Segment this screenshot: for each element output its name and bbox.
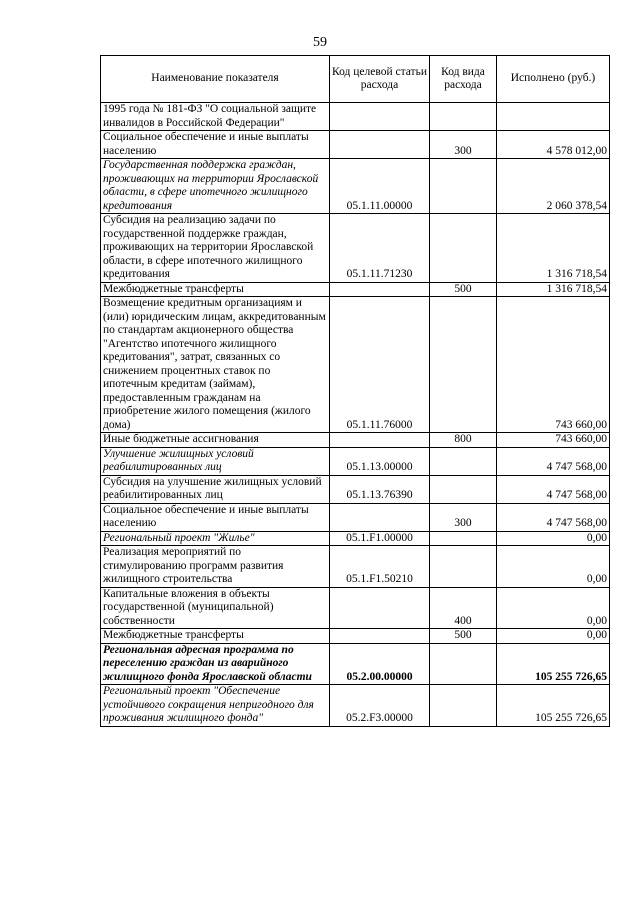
row-expense-type-cell: 400 — [430, 587, 497, 629]
row-target-code-cell: 05.1.F1.00000 — [330, 531, 430, 546]
table-row — [101, 297, 610, 433]
row-target-code-cell: 05.1.11.00000 — [330, 159, 430, 214]
row-expense-type-cell — [430, 531, 497, 546]
row-name-cell: Возмещение кредитным организациям и (или) юридическим лицам, аккредитованным по стандартам акционерного общества "Агентство ипотечного жилищного кредитования", затрат, связанных со снижением процентных ставок по ипотечным кредитам (займам), предоставленным гражданам на приобретение жилого помещения (жилого дома) — [101, 297, 330, 433]
table-row — [101, 447, 610, 475]
row-name-cell: Субсидия на улучшение жилищных условий реабилитированных лиц — [101, 475, 330, 503]
row-name-cell: Государственная поддержка граждан, проживающих на территории Ярославской области, в сфере ипотечного жилищного кредитования — [101, 159, 330, 214]
row-name-cell: Региональная адресная программа по переселению граждан из аварийного жилищного фонда Ярославской области — [101, 643, 330, 685]
row-executed-amount-cell: 4 578 012,00 — [497, 131, 610, 159]
row-expense-type-cell — [430, 685, 497, 727]
row-executed-amount-cell — [497, 103, 610, 131]
page-number: 59 — [313, 35, 327, 50]
table-row — [101, 131, 610, 159]
row-executed-amount-cell: 0,00 — [497, 587, 610, 629]
table-row — [101, 503, 610, 531]
row-name-cell: Улучшение жилищных условий реабилитированных лиц — [101, 447, 330, 475]
row-name-cell: Региональный проект "Обеспечение устойчивого сокращения непригодного для проживания жилищного фонда" — [101, 685, 330, 727]
column-header-target-code: Код целевой статьи расхода — [330, 56, 430, 103]
row-expense-type-cell — [430, 475, 497, 503]
table-row — [101, 629, 610, 644]
row-target-code-cell — [330, 103, 430, 131]
table-row — [101, 531, 610, 546]
table-header-row — [101, 56, 610, 103]
row-name-cell: Межбюджетные трансферты — [101, 282, 330, 297]
row-expense-type-cell — [430, 643, 497, 685]
row-executed-amount-cell: 743 660,00 — [497, 297, 610, 433]
row-target-code-cell — [330, 629, 430, 644]
row-name-cell: Реализация мероприятий по стимулированию программ развития жилищного строительства — [101, 546, 330, 588]
row-target-code-cell — [330, 282, 430, 297]
row-executed-amount-cell: 1 316 718,54 — [497, 214, 610, 283]
row-executed-amount-cell: 4 747 568,00 — [497, 475, 610, 503]
row-target-code-cell: 05.1.11.76000 — [330, 297, 430, 433]
row-expense-type-cell: 500 — [430, 282, 497, 297]
table-row — [101, 685, 610, 727]
row-expense-type-cell — [430, 159, 497, 214]
row-executed-amount-cell: 1 316 718,54 — [497, 282, 610, 297]
row-name-cell: Социальное обеспечение и иные выплаты населению — [101, 503, 330, 531]
table-row — [101, 214, 610, 283]
row-expense-type-cell: 500 — [430, 629, 497, 644]
row-name-cell: Региональный проект "Жилье" — [101, 531, 330, 546]
column-header-executed: Исполнено (руб.) — [497, 56, 610, 103]
row-executed-amount-cell: 4 747 568,00 — [497, 503, 610, 531]
budget-execution-table — [100, 55, 610, 727]
table-row — [101, 159, 610, 214]
row-target-code-cell — [330, 503, 430, 531]
row-name-cell: Социальное обеспечение и иные выплаты населению — [101, 131, 330, 159]
row-target-code-cell: 05.1.13.00000 — [330, 447, 430, 475]
row-executed-amount-cell: 0,00 — [497, 629, 610, 644]
table-row — [101, 103, 610, 131]
row-target-code-cell: 05.1.11.71230 — [330, 214, 430, 283]
row-name-cell: Межбюджетные трансферты — [101, 629, 330, 644]
table-row — [101, 587, 610, 629]
row-executed-amount-cell: 0,00 — [497, 531, 610, 546]
row-expense-type-cell — [430, 447, 497, 475]
table-row — [101, 475, 610, 503]
row-target-code-cell: 05.2.F3.00000 — [330, 685, 430, 727]
row-name-cell: Капитальные вложения в объекты государственной (муниципальной) собственности — [101, 587, 330, 629]
row-target-code-cell — [330, 587, 430, 629]
row-expense-type-cell — [430, 103, 497, 131]
row-expense-type-cell — [430, 214, 497, 283]
row-name-cell: 1995 года № 181-ФЗ "О социальной защите инвалидов в Российской Федерации" — [101, 103, 330, 131]
row-executed-amount-cell: 4 747 568,00 — [497, 447, 610, 475]
row-expense-type-cell — [430, 297, 497, 433]
table-row — [101, 433, 610, 448]
table-row — [101, 282, 610, 297]
row-expense-type-cell: 300 — [430, 503, 497, 531]
table-row — [101, 643, 610, 685]
row-target-code-cell — [330, 131, 430, 159]
row-executed-amount-cell: 105 255 726,65 — [497, 685, 610, 727]
row-target-code-cell: 05.2.00.00000 — [330, 643, 430, 685]
row-name-cell: Субсидия на реализацию задачи по государственной поддержке граждан, проживающих на территории Ярославской области, в сфере ипотечного жилищного кредитования — [101, 214, 330, 283]
row-expense-type-cell: 800 — [430, 433, 497, 448]
row-executed-amount-cell: 105 255 726,65 — [497, 643, 610, 685]
row-target-code-cell — [330, 433, 430, 448]
row-target-code-cell: 05.1.13.76390 — [330, 475, 430, 503]
column-header-expense-type: Код вида расхода — [430, 56, 497, 103]
row-executed-amount-cell: 743 660,00 — [497, 433, 610, 448]
row-expense-type-cell: 300 — [430, 131, 497, 159]
row-executed-amount-cell: 2 060 378,54 — [497, 159, 610, 214]
column-header-name: Наименование показателя — [101, 56, 330, 103]
table-row — [101, 546, 610, 588]
row-expense-type-cell — [430, 546, 497, 588]
row-target-code-cell: 05.1.F1.50210 — [330, 546, 430, 588]
row-executed-amount-cell: 0,00 — [497, 546, 610, 588]
row-name-cell: Иные бюджетные ассигнования — [101, 433, 330, 448]
